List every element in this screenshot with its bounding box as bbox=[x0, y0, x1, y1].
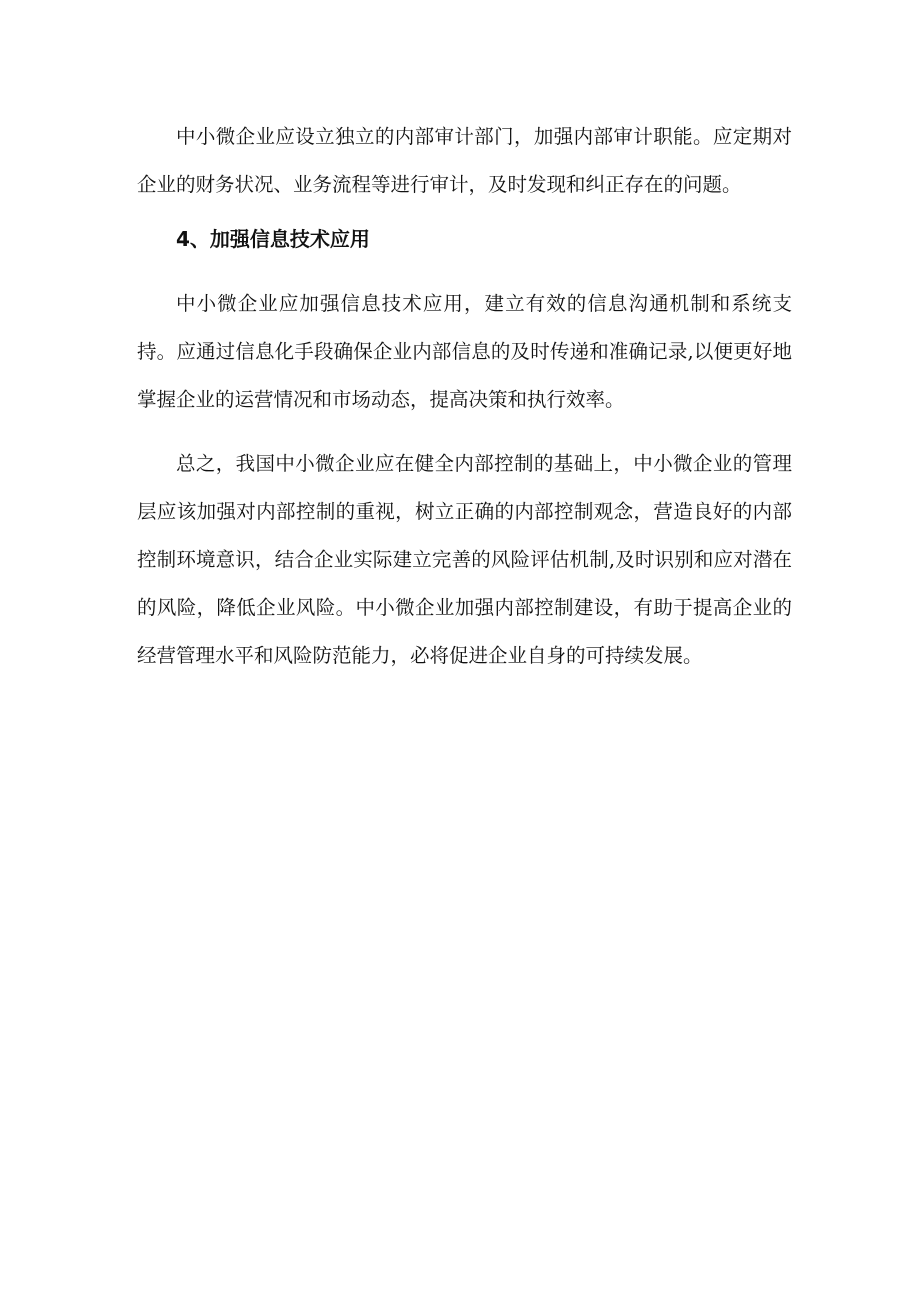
paragraph-information-technology: 中小微企业应加强信息技术应用，建立有效的信息沟通机制和系统支持。应通过信息化手段确保企业内部信息的及时传递和准确记录,以便更好地掌握企业的运营情况和市场动态，提高决策和执行效率。 bbox=[137, 292, 792, 411]
paragraph-conclusion: 总之，我国中小微企业应在健全内部控制的基础上，中小微企业的管理层应该加强对内部控制的重视，树立正确的内部控制观念，营造良好的内部控制环境意识，结合企业实际建立完善的风险评估机制,及时识别和应对潜在的风险，降低企业风险。中小微企业加强内部控制建设，有助于提高企业的经营管理水平和风险防范能力，必将促进企业自身的可持续发展。 bbox=[137, 452, 792, 667]
paragraph-internal-audit: 中小微企业应设立独立的内部审计部门，加强内部审计职能。应定期对企业的财务状况、业务流程等进行审计，及时发现和纠正存在的问题。 bbox=[137, 125, 792, 196]
document-body bbox=[137, 113, 792, 680]
section-heading-information-technology: 4、加强信息技术应用 bbox=[176, 227, 370, 251]
